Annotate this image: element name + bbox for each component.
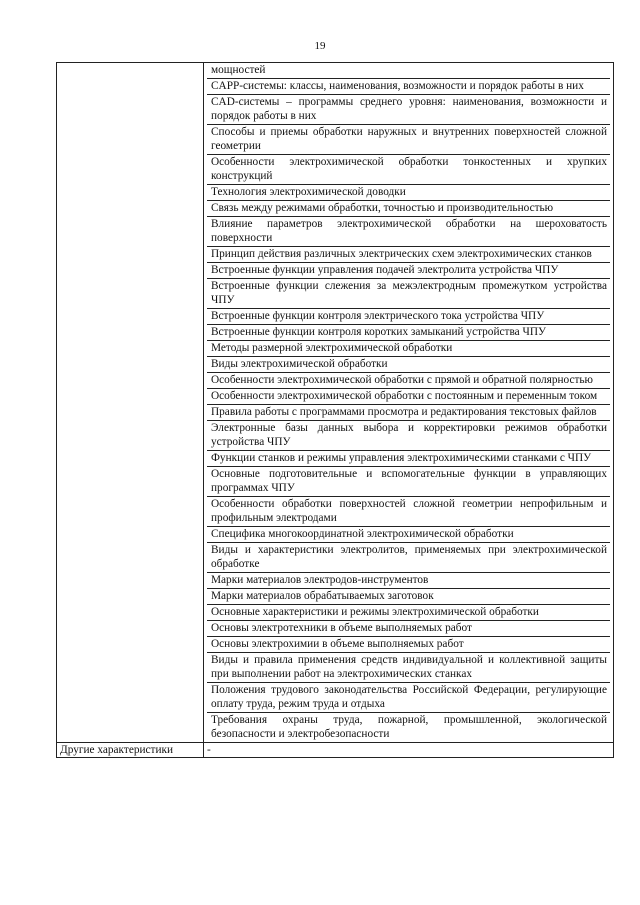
- table-row: Марки материалов электродов-инструментов: [207, 573, 610, 589]
- table-row: Влияние параметров электрохимической обработки на шероховатость поверхности: [207, 217, 610, 247]
- table-row: CAPP-системы: классы, наименования, возможности и порядок работы в них: [207, 79, 610, 95]
- left-empty-cell: [57, 63, 204, 743]
- other-characteristics-value: -: [204, 743, 614, 758]
- table-row: Виды электрохимической обработки: [207, 357, 610, 373]
- table-row: Особенности обработки поверхностей сложной геометрии непрофильным и профильным электродами: [207, 497, 610, 527]
- table-row: мощностей: [207, 63, 610, 79]
- page-number: 19: [314, 40, 326, 52]
- table-row: Методы размерной электрохимической обработки: [207, 341, 610, 357]
- table-row: Особенности электрохимической обработки с постоянным и переменным током: [207, 389, 610, 405]
- table-row: CAD-системы – программы среднего уровня: наименования, возможности и порядок работы в них: [207, 95, 610, 125]
- knowledge-list-cell: [204, 63, 614, 743]
- table-row: Технология электрохимической доводки: [207, 185, 610, 201]
- table-row: Положения трудового законодательства Российской Федерации, регулирующие оплату труда, режим труда и отдыха: [207, 683, 610, 713]
- other-characteristics-label: Другие характеристики: [57, 743, 204, 758]
- table-row: Электронные базы данных выбора и корректировки режимов обработки устройства ЧПУ: [207, 421, 610, 451]
- table-row: Требования охраны труда, пожарной, промышленной, экологической безопасности и электробезопасности: [211, 714, 607, 740]
- table-row: Особенности электрохимической обработки тонкостенных и хрупких конструкций: [207, 155, 610, 185]
- table-row: Правила работы с программами просмотра и редактирования текстовых файлов: [207, 405, 610, 421]
- table-row: Встроенные функции контроля коротких замыканий устройства ЧПУ: [207, 325, 610, 341]
- table-row: Связь между режимами обработки, точностью и производительностью: [207, 201, 610, 217]
- table-row: Встроенные функции управления подачей электролита устройства ЧПУ: [207, 263, 610, 279]
- table-row: Основные подготовительные и вспомогательные функции в управляющих программах ЧПУ: [207, 467, 610, 497]
- knowledge-list: [207, 63, 610, 742]
- table-row: Встроенные функции контроля электрического тока устройства ЧПУ: [207, 309, 610, 325]
- table-row: Виды и характеристики электролитов, применяемых при электрохимической обработке: [207, 543, 610, 573]
- table-row: Виды и правила применения средств индивидуальной и коллективной защиты при выполнении работ на электрохимических станках: [207, 653, 610, 683]
- requirements-table: [56, 62, 614, 758]
- table-row: Способы и приемы обработки наружных и внутренних поверхностей сложной геометрии: [207, 125, 610, 155]
- other-characteristics-row: [57, 743, 614, 758]
- table-row: Встроенные функции слежения за межэлектродным промежутком устройства ЧПУ: [207, 279, 610, 309]
- table-row: Принцип действия различных электрических схем электрохимических станков: [207, 247, 610, 263]
- knowledge-row: [57, 63, 614, 743]
- table-row: Основы электрохимии в объеме выполняемых работ: [207, 637, 610, 653]
- table-row: Специфика многокоординатной электрохимической обработки: [207, 527, 610, 543]
- table-row: Основные характеристики и режимы электрохимической обработки: [207, 605, 610, 621]
- table-row: Функции станков и режимы управления электрохимическими станками с ЧПУ: [207, 451, 610, 467]
- table-row: Основы электротехники в объеме выполняемых работ: [207, 621, 610, 637]
- table-row: Особенности электрохимической обработки с прямой и обратной полярностью: [207, 373, 610, 389]
- table-row: Марки материалов обрабатываемых заготовок: [207, 589, 610, 605]
